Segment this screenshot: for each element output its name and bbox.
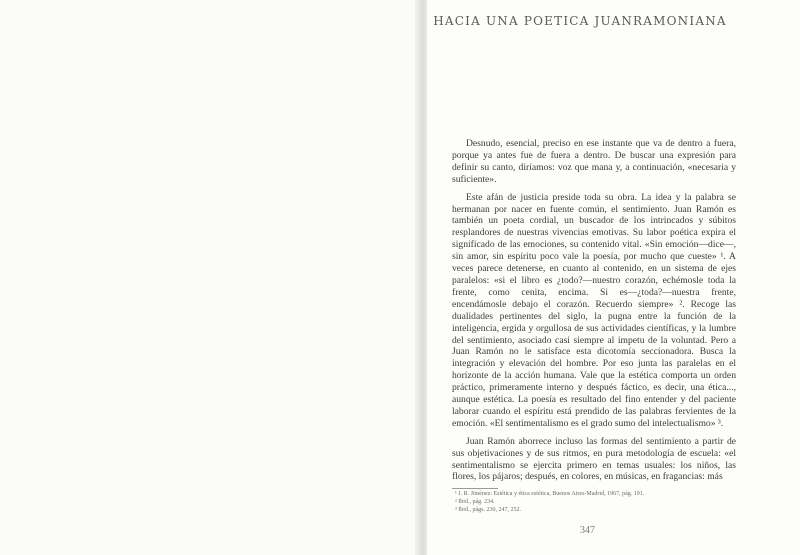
footnote-2: ² Ibid., pág. 234. <box>455 498 495 505</box>
body-text <box>452 138 736 483</box>
paragraph-3: Juan Ramón aborrece incluso las formas del sentimiento a partir de sus objetivaciones y de sus ritmos, en pura metodología de escuela: «el sentimentalismo se ejercita primero en temas usuales: los niños, las flores, los pájaros; después, en colores, en músicas, en fragancias: más <box>452 435 736 483</box>
footnote-rule <box>452 488 498 489</box>
running-head: HACIA UNA POETICA JUANRAMONIANA <box>433 14 727 28</box>
page-number: 347 <box>580 525 595 536</box>
footnote-3: ³ Ibid., págs. 230, 247, 252. <box>455 506 521 513</box>
footnotes <box>455 491 735 514</box>
footnote-1: ¹ J. R. Jiménez: Estética y ética estética, Buenos Aires-Madrid, 1967, pág. 191. <box>455 491 645 497</box>
paragraph-1: Desnudo, esencial, preciso en ese instante que va de dentro a fuera, porque ya antes fue de fuera a dentro. De buscar una expresión para definir su canto, diríamos: voz que mana y, a continuación, «necesaria y suficiente». <box>452 138 736 185</box>
paragraph-2: Este afán de justicia preside toda su obra. La idea y la palabra se hermanan por nacer en fuente común, el sentimiento. Juan Ramón es también un poeta cordial, un buscador de los intrincados y súbitos resplandores de nuestras vivencias emotivas. Su labor poética expira el significado de las emociones, su contenido vital. «Sin emoción—dice—, sin amor, sin espíritu poco vale la poesía, por mucho que cueste» ¹. A veces parece detenerse, en cuanto al contenido, en un sistema de ejes paralelos: «si el libro es ¿todo?—nuestro corazón, echémosle toda la frente, como cenita, encima. Si es—¿toda?—nuestra frente, encendámosle debajo el corazón. Recuerdo siempre» ². Recoge las dualidades pertinentes del siglo, la pugna entre la función de la inteligencia, ergida y orgullosa de sus actividades científicas, y la lumbre del sentimiento, asociado casi siempre al ímpetu de la voluntad. Pero a Juan Ramón no le satisface esta dicotomía seccionadora. Busca la integración y elevación del hombre. Por eso junta las paralelas en el horizonte de la acción humana. Vale que la estética comporta un orden práctico, primeramente interno y después fáctico, es decir, una ética..., aunque estética. La poesía es resultado del fino entender y del paciente laborar cuando el espíritu está prendido de las palabras fervientes de la emoción. «El sentimentalismo es el grado sumo del intelectualismo» ³. <box>452 191 736 429</box>
